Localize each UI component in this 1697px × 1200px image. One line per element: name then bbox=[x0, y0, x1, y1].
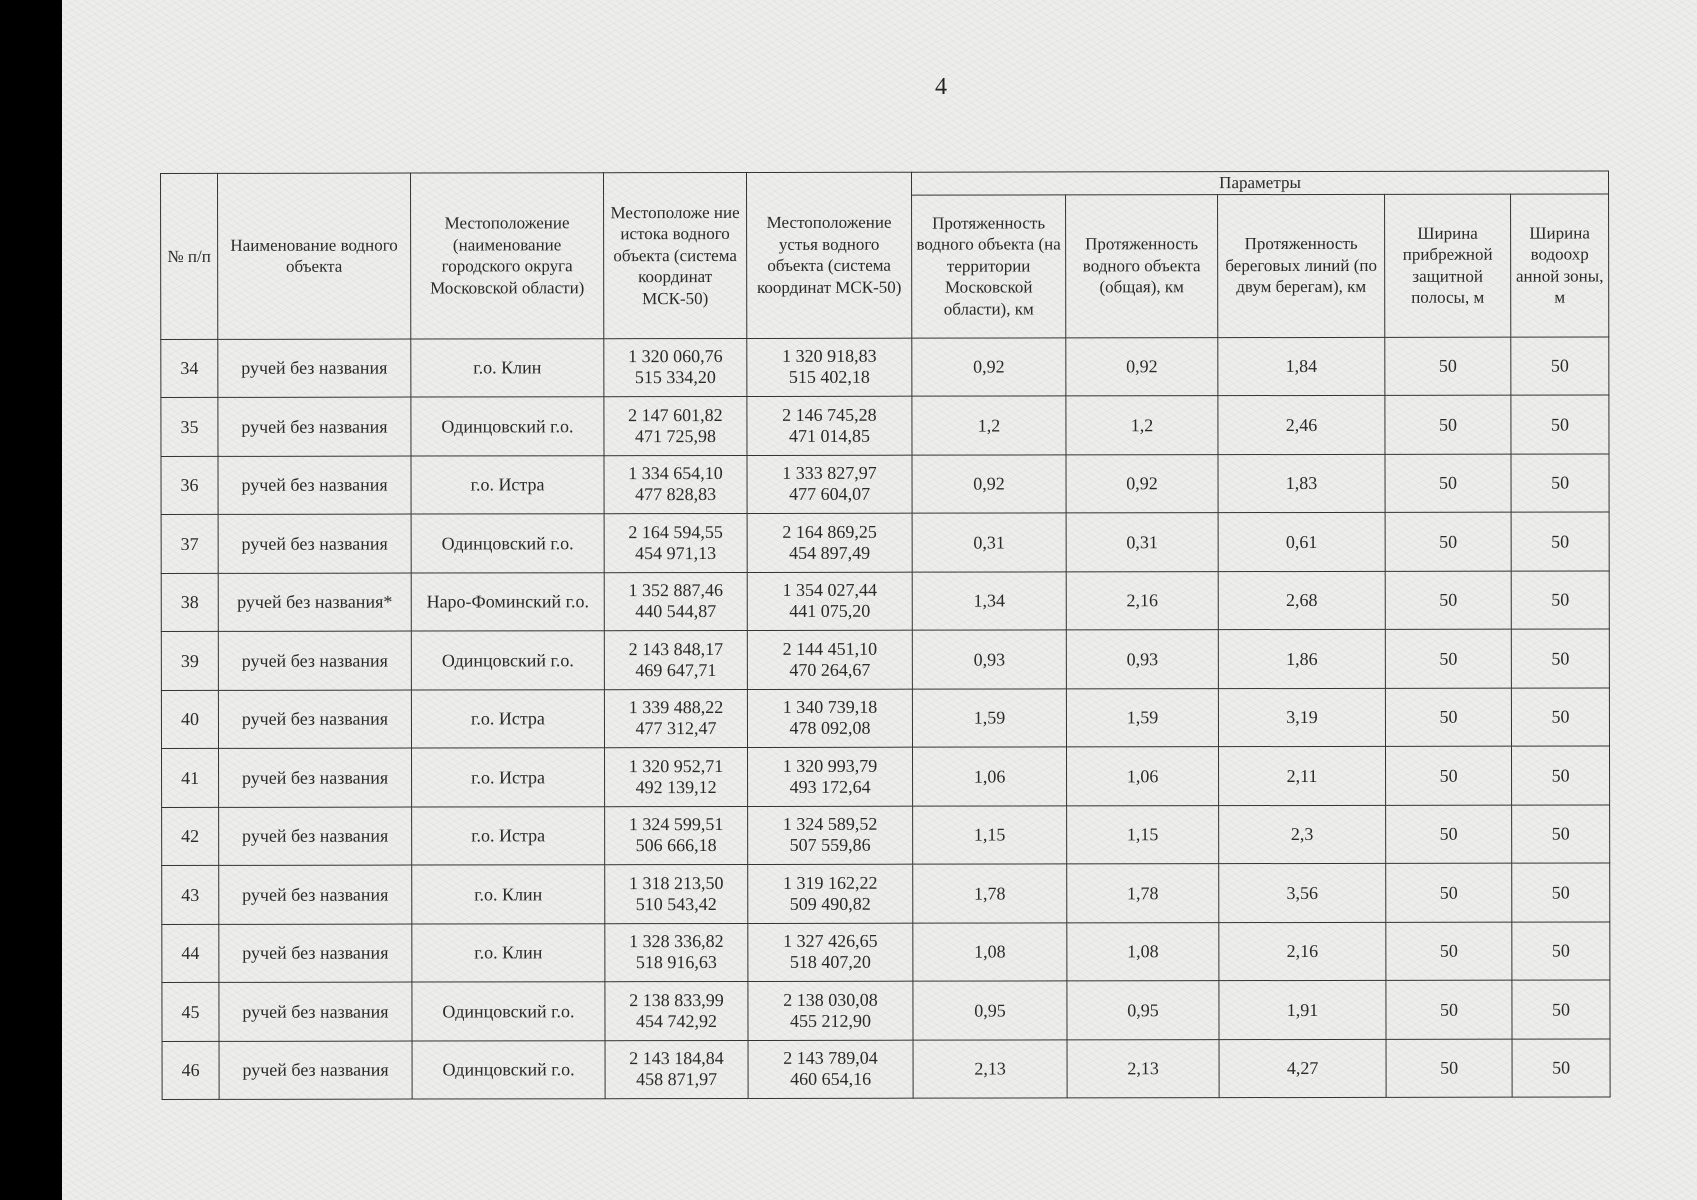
cell-length-total: 2,13 bbox=[1067, 1039, 1219, 1098]
cell-mouth-coords-y: 460 654,16 bbox=[790, 1069, 872, 1090]
cell-name: ручей без названия bbox=[218, 631, 411, 690]
cell-length-total: 1,06 bbox=[1067, 747, 1219, 806]
cell-coastal-width: 50 bbox=[1385, 337, 1511, 396]
cell-mouth-coords-y: 515 402,18 bbox=[788, 367, 870, 388]
col-header-source: Местоположе ние истока водного объекта (система координат МСК-50) bbox=[604, 172, 747, 338]
cell-mouth-coords bbox=[747, 572, 912, 631]
col-header-mouth: Местоположение устья водного объекта (система координат МСК-50) bbox=[747, 172, 912, 338]
cell-name: ручей без названия bbox=[219, 807, 412, 866]
water-objects-table bbox=[160, 170, 1611, 1100]
cell-source-coords-y: 458 871,97 bbox=[636, 1069, 718, 1090]
cell-length-mo: 1,59 bbox=[912, 688, 1066, 747]
cell-mouth-coords-y: 441 075,20 bbox=[789, 601, 871, 622]
cell-location: г.о. Истра bbox=[411, 689, 604, 748]
cell-mouth-coords-y: 455 212,90 bbox=[789, 1010, 871, 1031]
cell-num: 44 bbox=[162, 924, 219, 983]
cell-water-zone-width: 50 bbox=[1512, 746, 1610, 805]
cell-location: г.о. Истра bbox=[412, 748, 605, 807]
cell-mouth-coords bbox=[747, 338, 912, 397]
cell-length-mo: 0,95 bbox=[913, 981, 1067, 1040]
cell-mouth-coords bbox=[747, 689, 912, 748]
cell-location: Одинцовский г.о. bbox=[412, 1040, 605, 1099]
col-header-length-total: Протяженность водного объекта (общая), км bbox=[1066, 194, 1218, 337]
cell-mouth-coords-x: 1 324 589,52 bbox=[782, 813, 878, 835]
table-row bbox=[161, 570, 1609, 631]
table-row bbox=[161, 336, 1609, 397]
cell-mouth-coords-y: 470 264,67 bbox=[789, 659, 871, 680]
cell-num: 35 bbox=[161, 397, 218, 456]
cell-source-coords-y: 492 139,12 bbox=[635, 776, 717, 797]
cell-source-coords bbox=[605, 923, 748, 982]
cell-mouth-coords bbox=[748, 864, 913, 923]
cell-mouth-coords-x: 2 138 030,08 bbox=[783, 989, 878, 1010]
table-row bbox=[161, 453, 1609, 514]
cell-mouth-coords-x: 1 333 827,97 bbox=[782, 462, 877, 484]
table-body bbox=[161, 336, 1610, 1099]
cell-source-coords bbox=[604, 689, 747, 748]
cell-water-zone-width: 50 bbox=[1511, 629, 1609, 688]
cell-water-zone-width: 50 bbox=[1512, 863, 1610, 922]
cell-location: г.о. Истра bbox=[412, 806, 605, 865]
cell-mouth-coords bbox=[748, 923, 913, 982]
table-row bbox=[162, 1038, 1610, 1099]
cell-location: г.о. Клин bbox=[411, 338, 604, 397]
cell-name: ручей без названия bbox=[219, 748, 412, 807]
cell-mouth-coords-x: 1 319 162,22 bbox=[782, 872, 878, 893]
cell-mouth-coords-y: 471 014,85 bbox=[788, 425, 870, 446]
cell-shore-length: 2,46 bbox=[1218, 395, 1385, 454]
cell-coastal-width: 50 bbox=[1386, 922, 1512, 981]
cell-length-mo: 0,93 bbox=[912, 630, 1066, 689]
cell-name: ручей без названия bbox=[218, 456, 411, 515]
cell-location: г.о. Клин bbox=[412, 923, 605, 982]
cell-mouth-coords-x: 1 320 918,83 bbox=[782, 345, 877, 367]
cell-length-total: 0,92 bbox=[1066, 454, 1218, 513]
cell-water-zone-width: 50 bbox=[1511, 336, 1609, 395]
cell-mouth-coords-x: 1 320 993,79 bbox=[782, 755, 878, 776]
cell-source-coords-y: 440 544,87 bbox=[635, 601, 717, 622]
cell-location: Одинцовский г.о. bbox=[411, 514, 604, 573]
cell-location: Наро-Фоминский г.о. bbox=[411, 572, 604, 631]
cell-water-zone-width: 50 bbox=[1512, 921, 1610, 980]
cell-location: Одинцовский г.о. bbox=[411, 631, 604, 690]
cell-coastal-width: 50 bbox=[1385, 571, 1511, 630]
cell-mouth-coords-y: 454 897,49 bbox=[789, 542, 871, 563]
cell-coastal-width: 50 bbox=[1385, 629, 1511, 688]
cell-source-coords-x: 2 143 848,17 bbox=[628, 638, 724, 659]
cell-coastal-width: 50 bbox=[1386, 863, 1512, 922]
cell-mouth-coords bbox=[747, 630, 912, 689]
cell-mouth-coords-x: 2 164 869,25 bbox=[782, 521, 877, 542]
col-header-shore-length: Протяженность береговых линий (по двум берегам), км bbox=[1218, 194, 1385, 337]
cell-length-mo: 1,06 bbox=[913, 747, 1067, 806]
cell-name: ручей без названия bbox=[218, 397, 411, 456]
cell-mouth-coords bbox=[748, 806, 913, 865]
cell-mouth-coords-x: 1 327 426,65 bbox=[783, 930, 878, 952]
cell-source-coords bbox=[604, 513, 747, 572]
cell-source-coords-x: 1 320 952,71 bbox=[628, 755, 724, 776]
cell-name: ручей без названия bbox=[219, 1041, 412, 1100]
cell-length-total: 1,59 bbox=[1066, 688, 1218, 747]
cell-shore-length: 1,84 bbox=[1218, 337, 1385, 396]
cell-coastal-width: 50 bbox=[1386, 980, 1512, 1039]
cell-mouth-coords-x: 2 144 451,10 bbox=[782, 638, 878, 659]
cell-mouth-coords bbox=[747, 396, 912, 455]
table-row bbox=[162, 863, 1610, 924]
cell-mouth-coords-y: 478 092,08 bbox=[789, 718, 871, 739]
cell-source-coords bbox=[605, 864, 748, 923]
table-row bbox=[161, 687, 1609, 748]
cell-length-mo: 0,31 bbox=[912, 513, 1066, 572]
cell-length-mo: 1,15 bbox=[913, 805, 1067, 864]
cell-shore-length: 2,16 bbox=[1219, 922, 1386, 981]
cell-mouth-coords bbox=[748, 981, 913, 1040]
cell-length-total: 0,92 bbox=[1066, 337, 1218, 396]
cell-shore-length: 2,11 bbox=[1219, 746, 1386, 805]
header-row-top bbox=[161, 171, 1609, 196]
table-row bbox=[161, 512, 1609, 573]
cell-shore-length: 1,91 bbox=[1219, 980, 1386, 1039]
cell-source-coords bbox=[604, 338, 747, 397]
cell-location: г.о. Клин bbox=[412, 865, 605, 924]
cell-source-coords-x: 1 352 887,46 bbox=[628, 580, 723, 601]
cell-mouth-coords-y: 477 604,07 bbox=[789, 484, 871, 505]
col-header-num: № п/п bbox=[161, 173, 218, 339]
cell-water-zone-width: 50 bbox=[1511, 570, 1609, 629]
table-row bbox=[162, 804, 1610, 865]
cell-source-coords bbox=[604, 455, 747, 514]
page-number: 4 bbox=[935, 74, 947, 100]
cell-source-coords-y: 518 916,63 bbox=[635, 952, 717, 973]
cell-mouth-coords-y: 518 407,20 bbox=[789, 952, 871, 973]
table-row bbox=[162, 921, 1610, 982]
cell-length-mo: 1,2 bbox=[912, 396, 1066, 455]
cell-shore-length: 0,61 bbox=[1218, 512, 1385, 571]
cell-num: 45 bbox=[162, 982, 219, 1041]
cell-mouth-coords-x: 2 143 789,04 bbox=[783, 1047, 878, 1069]
cell-water-zone-width: 50 bbox=[1511, 687, 1609, 746]
cell-source-coords bbox=[605, 981, 748, 1040]
cell-mouth-coords bbox=[748, 747, 913, 806]
cell-water-zone-width: 50 bbox=[1512, 804, 1610, 863]
cell-length-mo: 1,08 bbox=[913, 922, 1067, 981]
cell-location: Одинцовский г.о. bbox=[411, 397, 604, 456]
table-row bbox=[162, 980, 1610, 1041]
cell-length-mo: 0,92 bbox=[912, 454, 1066, 513]
cell-water-zone-width: 50 bbox=[1511, 453, 1609, 512]
cell-num: 40 bbox=[161, 690, 218, 749]
cell-shore-length: 3,19 bbox=[1218, 688, 1385, 747]
cell-num: 42 bbox=[162, 807, 219, 866]
table-row bbox=[162, 746, 1610, 807]
cell-length-total: 0,93 bbox=[1066, 630, 1218, 689]
cell-name: ручей без названия bbox=[218, 339, 411, 398]
cell-source-coords-y: 510 543,42 bbox=[635, 893, 717, 914]
cell-mouth-coords bbox=[747, 455, 912, 514]
cell-source-coords-x: 1 328 336,82 bbox=[629, 931, 724, 952]
cell-name: ручей без названия bbox=[218, 514, 411, 573]
cell-length-total: 1,15 bbox=[1067, 805, 1219, 864]
cell-source-coords-y: 506 666,18 bbox=[635, 835, 717, 856]
cell-source-coords bbox=[605, 806, 748, 865]
col-header-name: Наименование водного объекта bbox=[218, 173, 411, 339]
col-header-length-mo: Протяженность водного объекта (на территории Московской области), км bbox=[912, 194, 1066, 337]
cell-coastal-width: 50 bbox=[1386, 746, 1512, 805]
cell-num: 36 bbox=[161, 456, 218, 515]
cell-coastal-width: 50 bbox=[1385, 395, 1511, 454]
col-header-location: Местоположение (наименование городского округа Московской области) bbox=[411, 173, 604, 339]
cell-length-mo: 2,13 bbox=[913, 1039, 1067, 1098]
cell-shore-length: 4,27 bbox=[1219, 1039, 1386, 1098]
cell-length-mo: 0,92 bbox=[912, 337, 1066, 396]
cell-source-coords bbox=[605, 1040, 748, 1099]
cell-source-coords-y: 477 828,83 bbox=[635, 484, 717, 505]
cell-mouth-coords-x: 2 146 745,28 bbox=[782, 404, 877, 425]
cell-source-coords-y: 469 647,71 bbox=[635, 659, 717, 680]
scan-edge-strip bbox=[0, 0, 62, 1200]
cell-water-zone-width: 50 bbox=[1511, 395, 1609, 454]
cell-length-total: 2,16 bbox=[1066, 571, 1218, 630]
cell-coastal-width: 50 bbox=[1386, 805, 1512, 864]
table-row bbox=[161, 629, 1609, 690]
cell-source-coords-x: 2 147 601,82 bbox=[628, 404, 723, 425]
cell-length-total: 1,08 bbox=[1067, 922, 1219, 981]
cell-length-total: 0,95 bbox=[1067, 981, 1219, 1040]
cell-shore-length: 2,68 bbox=[1218, 571, 1385, 630]
cell-num: 39 bbox=[161, 631, 218, 690]
cell-source-coords-x: 2 164 594,55 bbox=[628, 521, 723, 542]
cell-water-zone-width: 50 bbox=[1511, 512, 1609, 571]
cell-length-total: 1,78 bbox=[1067, 864, 1219, 923]
cell-name: ручей без названия bbox=[218, 690, 411, 749]
cell-source-coords bbox=[604, 572, 747, 631]
cell-num: 34 bbox=[161, 339, 218, 398]
cell-num: 46 bbox=[162, 1041, 219, 1100]
cell-mouth-coords-y: 507 559,86 bbox=[789, 835, 871, 856]
cell-location: г.о. Истра bbox=[411, 455, 604, 514]
cell-name: ручей без названия bbox=[219, 924, 412, 983]
cell-name: ручей без названия bbox=[219, 865, 412, 924]
cell-mouth-coords-y: 509 490,82 bbox=[789, 893, 871, 914]
cell-num: 43 bbox=[162, 865, 219, 924]
cell-source-coords-y: 515 334,20 bbox=[634, 367, 716, 388]
cell-location: Одинцовский г.о. bbox=[412, 982, 605, 1041]
cell-source-coords-x: 2 138 833,99 bbox=[629, 989, 724, 1010]
cell-coastal-width: 50 bbox=[1385, 454, 1511, 513]
cell-shore-length: 1,86 bbox=[1218, 629, 1385, 688]
col-header-params: Параметры bbox=[911, 171, 1608, 195]
cell-source-coords-y: 454 742,92 bbox=[635, 1010, 717, 1031]
cell-mouth-coords-x: 1 340 739,18 bbox=[782, 696, 878, 718]
cell-shore-length: 1,83 bbox=[1218, 454, 1385, 513]
cell-name: ручей без названия bbox=[219, 982, 412, 1041]
cell-source-coords-x: 2 143 184,84 bbox=[629, 1048, 724, 1069]
col-header-coastal-width: Ширина прибрежной защитной полосы, м bbox=[1385, 194, 1511, 337]
cell-shore-length: 2,3 bbox=[1219, 805, 1386, 864]
cell-water-zone-width: 50 bbox=[1512, 980, 1610, 1039]
cell-shore-length: 3,56 bbox=[1219, 863, 1386, 922]
cell-num: 41 bbox=[162, 748, 219, 807]
cell-source-coords-y: 471 725,98 bbox=[634, 425, 716, 446]
cell-mouth-coords-x: 1 354 027,44 bbox=[782, 579, 877, 601]
cell-source-coords-x: 1 320 060,76 bbox=[628, 346, 723, 367]
cell-coastal-width: 50 bbox=[1385, 512, 1511, 571]
cell-source-coords-y: 454 971,13 bbox=[635, 542, 717, 563]
cell-source-coords bbox=[605, 747, 748, 806]
cell-length-mo: 1,78 bbox=[913, 864, 1067, 923]
cell-source-coords-x: 1 334 654,10 bbox=[628, 463, 723, 484]
cell-source-coords-x: 1 339 488,22 bbox=[628, 697, 724, 718]
cell-source-coords bbox=[604, 396, 747, 455]
cell-coastal-width: 50 bbox=[1386, 1039, 1512, 1098]
cell-mouth-coords-y: 493 172,64 bbox=[789, 776, 871, 797]
cell-water-zone-width: 50 bbox=[1512, 1038, 1610, 1097]
cell-length-total: 0,31 bbox=[1066, 513, 1218, 572]
cell-coastal-width: 50 bbox=[1385, 688, 1511, 747]
cell-name: ручей без названия* bbox=[218, 573, 411, 632]
cell-num: 37 bbox=[161, 514, 218, 573]
cell-length-total: 1,2 bbox=[1066, 396, 1218, 455]
cell-source-coords-x: 1 324 599,51 bbox=[628, 814, 724, 835]
cell-source-coords bbox=[604, 630, 747, 689]
cell-mouth-coords bbox=[748, 1040, 913, 1099]
col-header-water-zone-width: Ширина водоохр анной зоны, м bbox=[1511, 193, 1609, 336]
cell-source-coords-x: 1 318 213,50 bbox=[628, 872, 724, 893]
table-row bbox=[161, 395, 1609, 456]
cell-length-mo: 1,34 bbox=[912, 571, 1066, 630]
cell-mouth-coords bbox=[747, 513, 912, 572]
cell-source-coords-y: 477 312,47 bbox=[635, 718, 717, 739]
cell-num: 38 bbox=[161, 573, 218, 632]
